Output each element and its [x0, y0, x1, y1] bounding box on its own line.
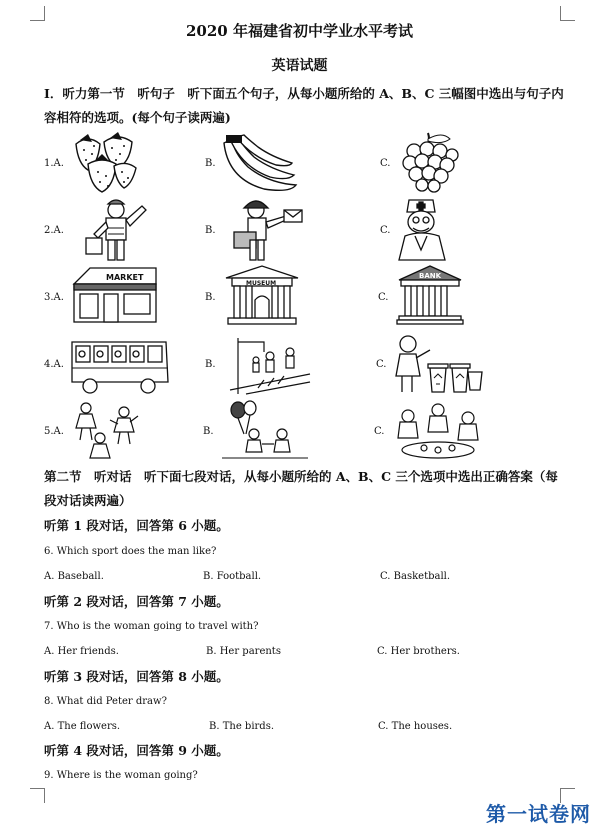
- row1-label-a: 1.A.: [44, 158, 64, 169]
- question-9: 9. Where is the woman going?: [44, 770, 198, 781]
- bananas-picture: [218, 133, 300, 197]
- row5-label-b: B.: [203, 426, 214, 437]
- part2-heading-line1: 第二节 听对话 听下面七段对话，从每小题所给的 A、B、C 三个选项中选出正确答案（每: [44, 469, 558, 484]
- picnic-group-picture: [392, 398, 488, 462]
- market-sign-text: MARKET: [106, 273, 144, 282]
- q7-option-a: A. Her friends.: [44, 646, 119, 657]
- recycling-picture: [390, 332, 486, 396]
- row4-label-c: C.: [376, 359, 387, 370]
- question-8: 8. What did Peter draw?: [44, 696, 167, 707]
- q8-option-c: C. The houses.: [378, 721, 453, 732]
- row2-label-b: B.: [205, 225, 216, 236]
- q6-option-a: A. Baseball.: [44, 571, 104, 582]
- row3-label-a: 3.A.: [44, 292, 64, 303]
- dancing-children-picture: [72, 398, 168, 462]
- dialogue2-intro: 听第 2 段对话，回答第 7 小题。: [44, 594, 229, 609]
- q7-option-c: C. Her brothers.: [377, 646, 460, 657]
- exam-subtitle: 英语试题: [271, 58, 328, 74]
- crossing-road-picture: [228, 334, 312, 396]
- q6-option-c: C. Basketball.: [380, 571, 451, 582]
- grapes-picture: [398, 131, 462, 197]
- row2-label-c: C.: [380, 225, 391, 236]
- market-picture: [70, 264, 160, 326]
- dialogue4-intro: 听第 4 段对话，回答第 9 小题。: [44, 743, 229, 758]
- corner-mark-top-right: [560, 6, 575, 21]
- site-watermark: 第一试卷网: [486, 802, 591, 826]
- mail-carrier-picture: [228, 198, 308, 264]
- row1-label-b: B.: [205, 158, 216, 169]
- bank-picture: [395, 264, 465, 326]
- row1-label-c: C.: [380, 158, 391, 169]
- q7-option-b: B. Her parents: [206, 646, 281, 657]
- row5-label-a: 5.A.: [44, 426, 64, 437]
- q8-option-b: B. The birds.: [209, 721, 275, 732]
- row2-label-a: 2.A.: [44, 225, 64, 236]
- exam-title: 2020 年福建省初中学业水平考试: [186, 22, 413, 40]
- part2-heading-line2: 段对话读两遍）: [44, 493, 132, 508]
- row5-label-c: C.: [374, 426, 385, 437]
- question-6: 6. Which sport does the man like?: [44, 546, 217, 557]
- kids-with-balloons-picture: [220, 400, 310, 462]
- question-7: 7. Who is the woman going to travel with?: [44, 621, 259, 632]
- part1-heading-line1: I．听力第一节 听句子 听下面五个句子，从每小题所给的 A、B、C 三幅图中选出与句子内: [44, 86, 564, 101]
- row3-label-b: B.: [205, 292, 216, 303]
- doctor-picture: [393, 196, 459, 262]
- museum-sign-text: MUSEUM: [246, 280, 277, 287]
- q8-option-a: A. The flowers.: [44, 721, 121, 732]
- museum-picture: [222, 264, 302, 326]
- bank-sign-text: BANK: [419, 272, 442, 280]
- q6-option-b: B. Football.: [203, 571, 262, 582]
- row3-label-c: C.: [378, 292, 389, 303]
- row4-label-a: 4.A.: [44, 359, 64, 370]
- dialogue1-intro: 听第 1 段对话，回答第 6 小题。: [44, 518, 229, 533]
- dialogue3-intro: 听第 3 段对话，回答第 8 小题。: [44, 669, 229, 684]
- part1-heading-line2: 容相符的选项。(每个句子读两遍): [44, 110, 231, 125]
- corner-mark-top-left: [30, 6, 45, 21]
- strawberries-picture: [70, 130, 140, 196]
- corner-mark-bottom-left: [30, 788, 45, 803]
- row4-label-b: B.: [205, 359, 216, 370]
- worker-picture: [80, 198, 160, 264]
- school-bus-picture: [70, 334, 170, 396]
